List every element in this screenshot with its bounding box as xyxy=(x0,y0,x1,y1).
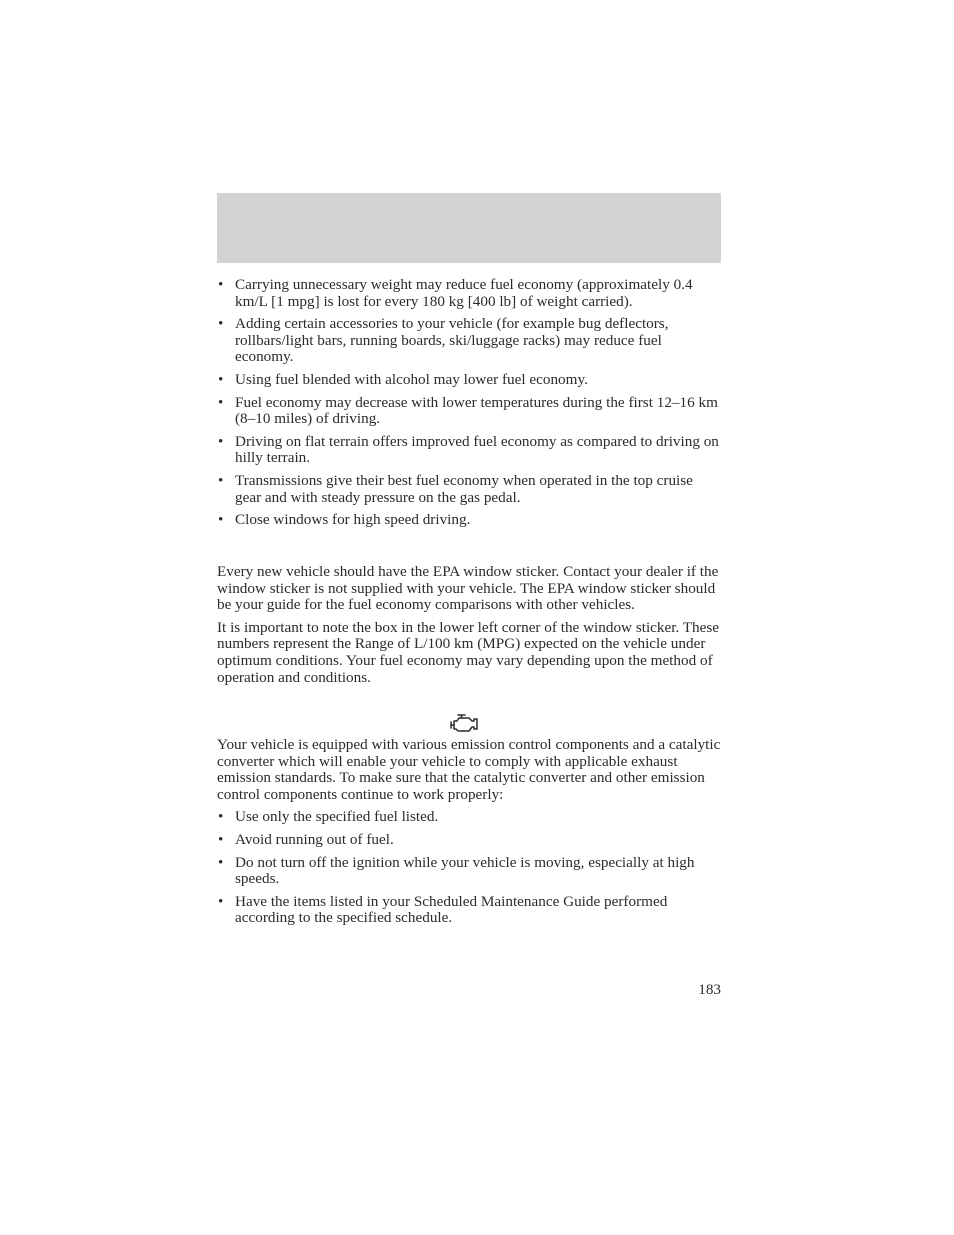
list-item: • Have the items listed in your Scheduled Maintenance Guide performed according to the specified schedule. xyxy=(218,892,668,927)
bullet-icon: • xyxy=(218,393,224,411)
header-band xyxy=(217,193,721,263)
tips-list xyxy=(217,277,721,529)
list-item: • Fuel economy may decrease with lower temperatures during the first 12–16 km (8–10 miles) of driving. xyxy=(218,393,718,428)
list-item: • Do not turn off the ignition while your vehicle is moving, especially at high speeds. xyxy=(218,853,695,888)
bullet-icon: • xyxy=(218,276,224,293)
bullet-icon: • xyxy=(218,370,224,388)
list-item: • Using fuel blended with alcohol may lower fuel economy. xyxy=(218,370,588,388)
bullet-icon: • xyxy=(218,471,224,489)
engine-icon xyxy=(449,712,479,734)
epa-paragraph: Every new vehicle should have the EPA window sticker. Contact your dealer if the window sticker is not supplied with your vehicle. The EPA window sticker should be your guide for the fuel economy comparisons with other vehicles. xyxy=(217,563,719,614)
bullet-icon: • xyxy=(218,808,224,826)
list-item: • Avoid running out of fuel. xyxy=(218,830,394,848)
emission-tips-list xyxy=(217,809,721,927)
fuel-economy-tips xyxy=(217,277,721,535)
page-number: 183 xyxy=(698,981,721,998)
bullet-icon: • xyxy=(218,830,224,848)
bullet-icon: • xyxy=(218,511,224,529)
bullet-icon: • xyxy=(218,853,224,871)
list-item: • Carrying unnecessary weight may reduce fuel economy (approximately 0.4 km/L [1 mpg] is lost for every 180 kg [400 lb] of weight carried). xyxy=(218,276,693,310)
list-item: • Use only the specified fuel listed. xyxy=(218,808,439,826)
list-item: • Close windows for high speed driving. xyxy=(218,511,471,529)
bullet-icon: • xyxy=(218,432,224,450)
epa-paragraph: It is important to note the box in the lower left corner of the window sticker. These numbers represent the Range of L/100 km (MPG) expected on the vehicle under optimum conditions. Your fuel economy may vary depending upon the method of operation and conditions. xyxy=(217,618,720,686)
bullet-icon: • xyxy=(218,892,224,910)
list-item: • Adding certain accessories to your vehicle (for example bug deflectors, rollbars/light bars, running boards, ski/luggage racks) may reduce fuel economy. xyxy=(218,315,669,366)
list-item: • Transmissions give their best fuel economy when operated in the top cruise gear and with steady pressure on the gas pedal. xyxy=(218,471,693,506)
emission-intro: Your vehicle is equipped with various emission control components and a catalytic converter which will enable your vehicle to comply with applicable exhaust emission standards. To make sure that the catalytic converter and other emission control components continue to work properly: xyxy=(217,736,721,803)
list-item: • Driving on flat terrain offers improved fuel economy as compared to driving on hilly terrain. xyxy=(218,432,719,467)
emission-section xyxy=(217,737,721,933)
bullet-icon: • xyxy=(218,315,224,333)
epa-sticker-section xyxy=(217,564,721,692)
